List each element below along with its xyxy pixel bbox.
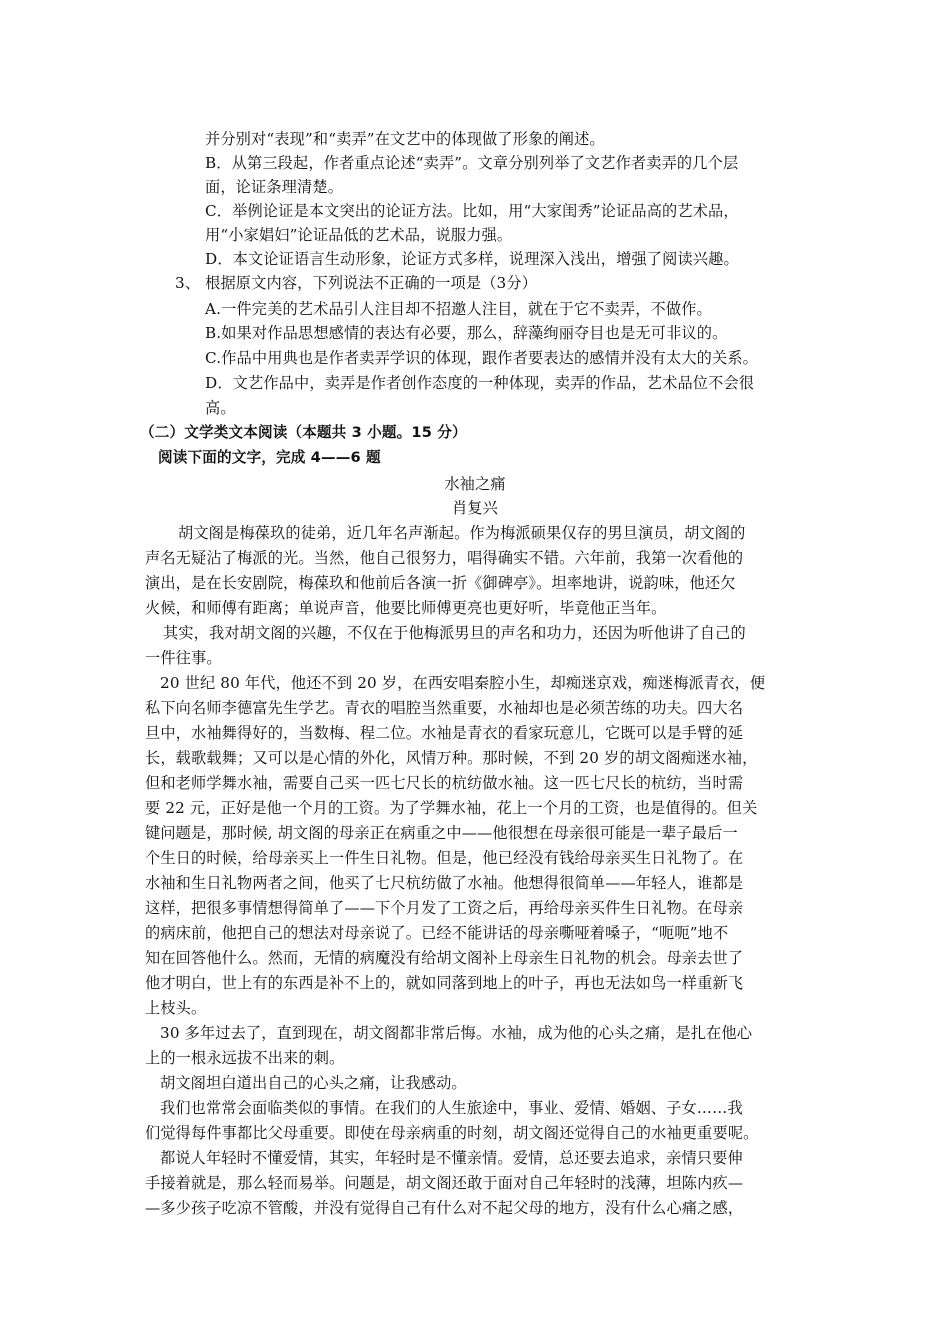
q2-option-c-line1: C．举例论证是本文突出的论证方法。比如，用“大家闺秀”论证品高的艺术品，: [205, 202, 739, 220]
body-line: 上的一根永远拔不出来的刺。: [145, 1049, 345, 1067]
q3-stem: 3、 根据原文内容，下列说法不正确的一项是（3分）: [175, 274, 538, 292]
body-line: 声名无疑沾了梅派的光。当然，他自己很努力，唱得确实不错。六年前，我第一次看他的: [145, 549, 744, 567]
body-line: 30 多年过去了，直到现在，胡文阁都非常后悔。水袖，成为他的心头之痛，是扎在他心: [160, 1024, 753, 1042]
body-line: 20 世纪 80 年代，他还不到 20 岁，在西安唱秦腔小生，却痴迷京戏，痴迷梅派青衣，便: [160, 674, 766, 692]
body-line: 其实，我对胡文阁的兴趣，不仅在于他梅派男旦的声名和功力，还因为听他讲了自己的: [163, 624, 746, 642]
body-line: 手接着就是，那么轻而易举。问题是，胡文阁还敢于面对自己年轻时的浅薄，坦陈内疚—: [145, 1174, 744, 1192]
body-line: 胡文阁坦白道出自己的心头之痛，让我感动。: [160, 1074, 467, 1092]
article-author: 肖复兴: [451, 499, 498, 517]
q3-option-a: A.一件完美的艺术品引人注目却不招邀人注目，就在于它不卖弄，不做作。: [205, 300, 712, 318]
q2-option-c-line2: 用“小家娼妇”论证品低的艺术品，说服力强。: [205, 226, 513, 244]
section-heading: （二）文学类文本阅读（本题共 3 小题。15 分）: [140, 424, 467, 441]
body-line: 长，载歌载舞；又可以是心情的外化，风情万种。那时候，不到 20 岁的胡文阁痴迷水袖，: [145, 749, 758, 767]
body-line: 演出，是在长安剧院，梅葆玖和他前后各演一折《御碑亭》。坦率地讲，说韵味，他还欠: [145, 574, 736, 592]
body-line: 我们也常常会面临类似的事情。在我们的人生旅途中，事业、爱情、婚姻、子女……我: [160, 1099, 743, 1117]
q3-option-c: C.作品中用典也是作者卖弄学识的体现，跟作者要表达的感情并没有太大的关系。: [205, 349, 759, 367]
body-line: 胡文阁是梅葆玖的徒弟，近几年名声渐起。作为梅派硕果仅存的男旦演员，胡文阁的: [178, 524, 746, 542]
body-line: 但和老师学舞水袖，需要自己买一匹七尺长的杭纺做水袖。这一匹七尺长的杭纺，当时需: [145, 774, 744, 792]
body-line: 这样，把很多事情想得简单了——下个月发了工资之后，再给母亲买件生日礼物。在母亲: [145, 899, 744, 917]
body-line: 他才明白，世上有的东西是补不上的，就如同落到地上的叶子，再也无法如鸟一样重新飞: [145, 974, 744, 992]
body-line: 一件往事。: [145, 649, 222, 667]
body-line: 键问题是，那时候, 胡文阁的母亲正在病重之中——他很想在母亲很可能是一辈子最后一: [145, 824, 738, 842]
body-line: 要 22 元，正好是他一个月的工资。为了学舞水袖，花上一个月的工资，也是值得的。但关: [145, 799, 758, 817]
q2-option-b-line2: 面，论证条理清楚。: [205, 178, 344, 196]
body-line: 的病床前，他把自己的想法对母亲说了。已经不能讲话的母亲嘶哑着嗓子，“呃呃”地不: [145, 924, 729, 942]
body-line: 们觉得每件事都比父母重要。即使在母亲病重的时刻，胡文阁还觉得自己的水袖更重要呢。: [145, 1124, 759, 1142]
article-title: 水袖之痛: [444, 475, 506, 493]
body-line: 火候，和师傅有距离；单说声音，他要比师傅更亮也更好听，毕竟他正当年。: [145, 599, 667, 617]
q3-option-b: B.如果对作品思想感情的表达有必要，那么，辞藻绚丽夺目也是无可非议的。: [205, 324, 728, 342]
q3-option-d-line2: 高。: [205, 399, 236, 417]
body-line: 上枝头。: [145, 999, 207, 1017]
body-line: 水袖和生日礼物两者之间，他买了七尺杭纺做了水袖。他想得很简单——年轻人，谁都是: [145, 874, 744, 892]
body-line: 知在回答他什么。然而，无情的病魔没有给胡文阁补上母亲生日礼物的机会。母亲去世了: [145, 949, 744, 967]
body-line: 旦中，水袖舞得好的，当数梅、程二位。水袖是青衣的看家玩意儿，它既可以是手臂的延: [145, 724, 744, 742]
q2-option-a-continuation: 并分别对“表现”和“卖弄”在文艺中的体现做了形象的阐述。: [205, 130, 605, 148]
body-line: —多少孩子吃凉不管酸，并没有觉得自己有什么对不起父母的地方，没有什么心痛之感，: [145, 1199, 744, 1217]
q2-option-d-line1: D．本文论证语言生动形象，论证方式多样，说理深入浅出，增强了阅读兴趣。: [205, 250, 739, 268]
body-line: 个生日的时候，给母亲买上一件生日礼物。但是，他已经没有钱给母亲买生日礼物了。在: [145, 849, 744, 867]
section-instruction: 阅读下面的文字，完成 4——6 题: [158, 449, 381, 466]
q3-option-d-line1: D．文艺作品中，卖弄是作者创作态度的一种体现，卖弄的作品，艺术品位不会很: [205, 374, 755, 392]
q2-option-b-line1: B．从第三段起，作者重点论述“卖弄”。文章分别列举了文艺作者卖弄的几个层: [205, 154, 739, 172]
body-line: 私下向名师李德富先生学艺。青衣的唱腔当然重要，水袖却也是必须苦练的功夫。四大名: [145, 699, 744, 717]
body-line: 都说人年轻时不懂爱情，其实，年轻时是不懂亲情。爱情，总还要去追求，亲情只要伸: [160, 1149, 743, 1167]
